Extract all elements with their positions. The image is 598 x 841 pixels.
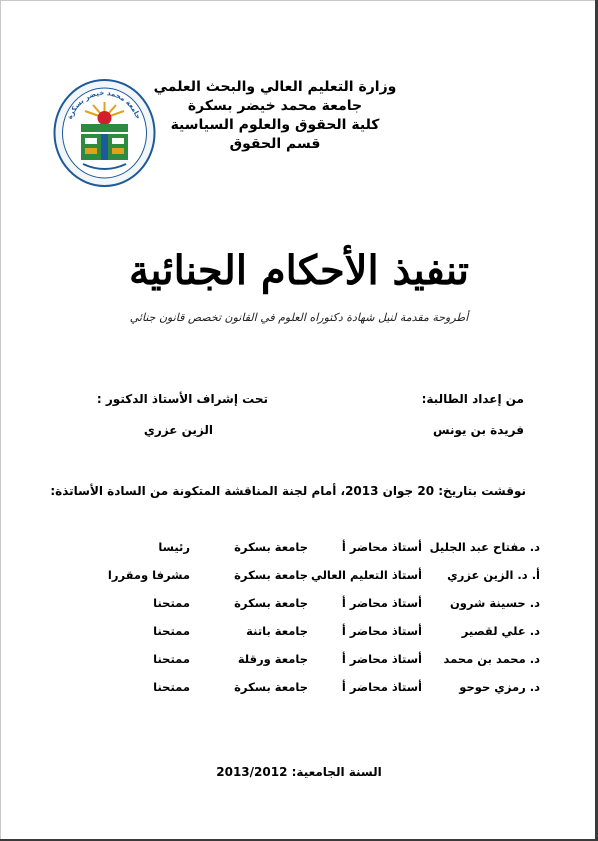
member-name: د. رمزي حوحو (459, 680, 540, 694)
member-role: مشرفا ومقررا (107, 568, 190, 582)
member-university: جامعة باتنة (246, 624, 308, 638)
university-logo (53, 78, 156, 188)
member-university: جامعة بسكرة (234, 596, 308, 610)
ministry-name: وزارة التعليم العالي والبحث العلمي (153, 79, 397, 95)
member-role: رئيسا (158, 540, 190, 554)
member-name: د. حسينة شرون (449, 596, 540, 610)
institution-header (150, 78, 400, 154)
member-rank: أستاذ محاضر أ (341, 624, 422, 638)
member-name: د. محمد بن محمد (443, 652, 540, 666)
supervisor-name: الزين عزري (143, 423, 213, 437)
committee-row (60, 624, 540, 652)
faculty-name: كلية الحقوق والعلوم السياسية (170, 117, 380, 133)
department-name: قسم الحقوق (229, 136, 321, 152)
member-role: ممتحنا (153, 624, 190, 638)
member-role: ممتحنا (153, 680, 190, 694)
student-name: فريدة بن يونس (432, 423, 524, 437)
thesis-subtitle: أطروحة مقدمة لنيل شهادة دكتوراه العلوم في القانون تخصص قانون جنائي (129, 311, 469, 324)
member-rank: أستاذ محاضر أ (341, 680, 422, 694)
member-rank: أستاذ محاضر أ (341, 652, 422, 666)
member-name: د. مفتاح عبد الجليل (429, 540, 540, 554)
member-rank: أستاذ محاضر أ (341, 596, 422, 610)
member-rank: أستاذ محاضر أ (341, 540, 422, 554)
academic-year: السنة الجامعية: 2013/2012 (216, 765, 382, 779)
prepared-by-label: من إعداد الطالبة: (421, 392, 524, 406)
member-university: جامعة ورقلة (237, 652, 308, 666)
member-university: جامعة بسكرة (234, 540, 308, 554)
member-university: جامعة بسكرة (234, 568, 308, 582)
member-rank: أستاذ التعليم العالي (310, 568, 422, 582)
member-name: د. علي لقصير (461, 624, 540, 638)
university-name: جامعة محمد خيضر بسكرة (187, 98, 363, 114)
member-role: ممتحنا (153, 652, 190, 666)
committee-row (60, 568, 540, 596)
committee-table (60, 540, 540, 708)
member-name: أ. د. الزين عزري (447, 568, 540, 582)
thesis-title: تنفيذ الأحكام الجنائية (128, 247, 470, 294)
member-university: جامعة بسكرة (234, 680, 308, 694)
logo-text: جامعة محمد خيضر بسكرة (65, 88, 143, 121)
committee-row (60, 680, 540, 708)
member-role: ممتحنا (153, 596, 190, 610)
committee-row (60, 596, 540, 624)
supervisor-label: تحت إشراف الأستاذ الدكتور : (96, 392, 268, 406)
committee-row (60, 652, 540, 680)
committee-heading: نوقشت بتاريخ: 20 جوان 2013، أمام لجنة المناقشة المتكونة من السادة الأساتذة: (50, 484, 526, 498)
committee-row (60, 540, 540, 568)
